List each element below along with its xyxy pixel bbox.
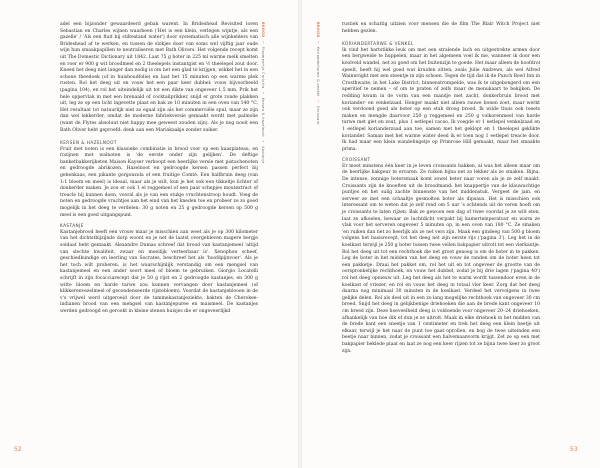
right-page-number: 53 xyxy=(570,446,578,453)
left-running-head-chapter: BROOD xyxy=(261,22,265,38)
left-running-head-item: Kastanje xyxy=(261,146,265,164)
right-page xyxy=(302,0,600,468)
left-page xyxy=(0,0,298,468)
section-text-kersen: Fruit met noten is een klassieke combinatie in brood voor op een kaasplateau, en rozijnen met walnoten is 'de eerste onder zijn gelijken'. De deftige banketbakkerijketen Maison Kayser verkoopt een heerlijke versie met pistachenoten en gedroogde abrikozen. Hazelnoot en gedroogde kersen passen perfect bij gehenkaas, een pikante gorgonzola of een fruitige Comté. Een halfbruin deeg (van 1:1 bloem en meel) is ideaal, maar als je wilt, kun je het ook een tikkeltje lichter of donkerder maken. Je zou er ook 1 el roggemeel of een paar schepjes moutextract of treacle bij kunnen doen, vooral als je van een stukje vruchtensiroop houdt. Voeg de noten en gedroogde vruchtjes aan het eind van het kneden toe en probeer ze zo goed mogelijk in het deeg te verdelen: 30 g noten en 25 g gedroogde kersen op 500 g meel is een goed uitgangspunt. xyxy=(60,146,258,218)
right-intro-paragraph: rustiek en schattig uitzien voor mensen die de film The Blair Witch Project niet hebben gezien. xyxy=(342,22,540,34)
section-text-kastanje: Kastanjebrood heeft een vrouw maar je misschien aan weet als je op 300 kilometer van het dichtstbijzijnde dorp woont en je net de laatst overgebleven magere bergje soldaat hebt gemaakt. Alexandre Dumas schreef dat brood van kastanjemeel 'altijd van slechte kwaliteit, zwaar en moeilijk verteerbaar is'. Xenophon scheef, geschiedkundige en leerling van Socrates, beschreef het als 'hoofdpijnvoer'. Als je het toch wilt proberen, is het waarschijnlijk verstandig om een mengsel van kastanjemeel en een ander soort meel of bloem te gebruiken. Giorgio Locatelli schrijft in zijn focacciarecept dat je 50 g rijst en 2 gedroogde kastanjes, en 300 g witte bloem en harde tarwe zou kunnen vervangen door kastanjemeel (of klikkerenvezelmeel of gecondenseerde rijstebloem). Voordat de kastanjeblooen in de v's vrijwel werd uitgeroeid door de tammekastanjeziekte, bakten de Cherokee-indianen brood van een mengsel van kastanjepuree en maismeel. De kastanjes werden gedroogd en gerookt in kleine stenen huisjes die er ongeveerlijkd xyxy=(60,229,258,314)
left-running-head-item: Plasmeertje Carlotta xyxy=(261,46,265,89)
left-intro-paragraph: adel een bijzonder gewaardeerd gebak warent. In Brideshead Revisited loren Sebastian en Charles wijnen waarbeen ('Het is een klein, verlegen wijntje, als een gazelle' / 'Als een fluit bij stiltestand water') door systematisch alle wijnkelders van Brideshead af te werken, en tussen de slokjes door van soms wel vijftig jaar oude wijn hun smaakpapillen te neutraliseren met Bath Olivers. Het volgende recept komt uit The Domestic Dictionary uit 1842. Laat 75 g boter in 225 ml warme melk smelten en roer er 900 g wit broodmeel en 2 theelepels instantgist en ½ theelepel zout door. Kneed het deeg niet langer dan nodig is om het een glad te krijgen, wikkel het in een schone theedoek (of in huishoudfolie) en laat het 15 minuten op een warme plek rusten. Rol het deeg uit en vouw het een paar keer dubbel: vouw bijvoorbeeld (pagina 104), en rol het uiteindelijk uit tot een dikte van ongeveer 1,5 mm. Prik het hele oppervlak in met een brenaald of cocktailprikker, snijd er grote ronde plakken uit, leg ze op een licht ingevette plaat en bak ze 10 minuten in een oven van 140 °C. Het resultaat tot natuurlijk niet zo egaal zijn als het commerciële spul, maar ze zijn dan wel lekkerder, omdat de moderne fabriekversie gemaakt wordt met palmolie (want de Flytes absoluut niet happy mee geweest zouden zijn). Als je nog nooit een Bath Oliver hebt geproefd: denk aan een Mariakaakje zonder suiker. xyxy=(60,22,258,133)
section-heading-kastanje: KASTANJE xyxy=(60,223,84,229)
right-running-head-chapter: BROOD xyxy=(316,22,320,38)
left-running-head-separator: • xyxy=(261,40,265,44)
left-running-head: BROOD • Plasmeertje Carlotta • Kersen & hazelnoot • Kastanje xyxy=(261,22,265,164)
section-text-croissant: Er moet minstens één keer in je leven croissants bakken, al was het alleen maar om de heerlijke bakgeur te ervaren. Ze ruiken bijna net zo lekker als ze smaken. Bijna. De intense, zonnige botersmaak komt zowel beter naar voren als je ze zelf maakt. Croissants zijn de knoeften uit de broodmand: het knappertje van de klauwachtige puntjes en het sulig zachte binnenste van het middenstuk. Vergeet de jam, en serveer ze met een schaaltje gesmolten boter als dipsaus. Het is misschien ook interessant om te weten dat je zelf rond om 5 uur 's ochtends uit de veren hoeft om je croissants te laten rijzen. Bak ze gewoon een dag of twee voordat je ze wilt eten, laat ze afkoelen, bewaar ze luchtdicht verpakt bij kamertemperatuur en warm ze vlak voor het serveren ongeveer 5 minuten op, in een oven van 180 °C. Ze smaken 'en ruiken dan net zo heerlijk als ze net vers zijn. Maak een gindeeg van 500 g bloem volgens het basisrecept, tot het deeg net zijn eerste rijs ('pagina 3'). Leg het in de koelkast terwijl je 250 g boter tussen twee vellen bakpapier uitrolt tot een vierkantje. Rol het deeg uit tot een rechthoek die net groot genoeg is om de boter in te pakken. Leg de boter in het midden van het deeg en vouw de randen om de boter heen tot een pakketje. Draai het pakket om, rol het uit en tot ongeveer de grootte van de oorspronkelijke rechthoek, en vouw het dubbel, zodat je bij drie lagen ('pagina 40') rol het deeg opnieuw uit. Leg het deeg als het te warm wordt tussendoor even in de koelkast of vriezer, en rol en vouw het deeg in totaal vier keer. Zorg dat het deeg daarna nog minimaal 30 minuten in de koelkast. Verdeel het vervolgens in twee gelijke delen. Rol als deel uit in een zo lang mogelijke rechthoek van ongeveer 30 cm breed. Snijd het deeg in gelijkbenige driehoeken die aan de brede kant ongeveer 10 cm breed zijn. Deze hoeveelheid deeg is voldoende voor ongeveer 20–24 driehoeken, afhankelijk van hoe dik of dun je ze uitrolt. Maak in elke driehoek in het midden van de brede kant een sneetje van 1 centimeter en trek het deeg een klein beetje uit elkaar, terwijl je het naar de punt toe gaat oprollen, en bog de twee uiteinden een beetje naar binnen, zodat je croissant een halvemaanvorm krijgt. Zet ze op een met bakpapier beklede plaat en laat ze nog een keer rijzen tot ze bijna twee keer zo groot zijn. xyxy=(342,163,540,354)
right-running-head-separator: • xyxy=(316,40,320,44)
right-running-head-item: Koriandertarwe & venkel xyxy=(316,46,320,97)
left-text-column xyxy=(60,22,258,316)
right-text-column xyxy=(342,22,540,355)
section-heading-croissant: CROISSANT xyxy=(342,157,371,163)
left-page-number: 52 xyxy=(14,446,22,453)
section-heading-kersen: KERSEN & HAZELNOOT xyxy=(60,140,117,146)
right-running-head: BROOD • Koriandertarwe & venkel • Croissant xyxy=(316,22,320,125)
section-text-koriander: Ik vind het hartstikke leuk om met een stralende lach en uitgestrekte armen door een bergweide te huppelen, maar in het algemeen voel ik me, wanneer ik door een koolveld wandel, net zo goed om het buitenzijn te goede. Het maar alleen de hoofdrol speelt, heeft hij wel goed wat kruiden zitten, zoals Julie Andrews, als wel Alfred Wainwright met een steentje in zijn schoen. Tegen de tijd dat ik de Punch Bowl Inn in Crosthwaite, in het Lake District, binnenstrompelde, was ik te uitgebongerd om een aperitief te nemen – of om te praten of zelfs maar de menukaart te bekijken. De redding kwam in de vorm van een mandje met zacht, donkerbruin brood met koriander- en venkelzaad. Honger maakt niet alleen rauwe bonen zoet, maar werkt ook verdoond goed als boter op een stuk droog brood. Ik wilde thuis ook toeets maken en mengde daarvoor 250 g roggemeel en 250 g volkorenmeel van harde tarwe met giet en zout, plus 1 eetlepel cacao. Ik voegde er 1 eetlepel venkelzaad en 1 eetlepel korianderzaad aan toe, samen met het geklopt en 1 theelepel geklikte koriander. Saman met het warme water deed ik er toen nog 1 eetlepel treacle door. Ik had maar een klein wandelingetje op Primrose Hill gemaakt, maar het smaakte prima. xyxy=(342,47,541,152)
right-running-head-item: Croissant xyxy=(316,105,320,125)
left-running-head-item: Kersen & hazelnoot xyxy=(261,97,265,138)
section-heading-koriander: KORIANDERTARWE & VENKEL xyxy=(342,41,414,47)
